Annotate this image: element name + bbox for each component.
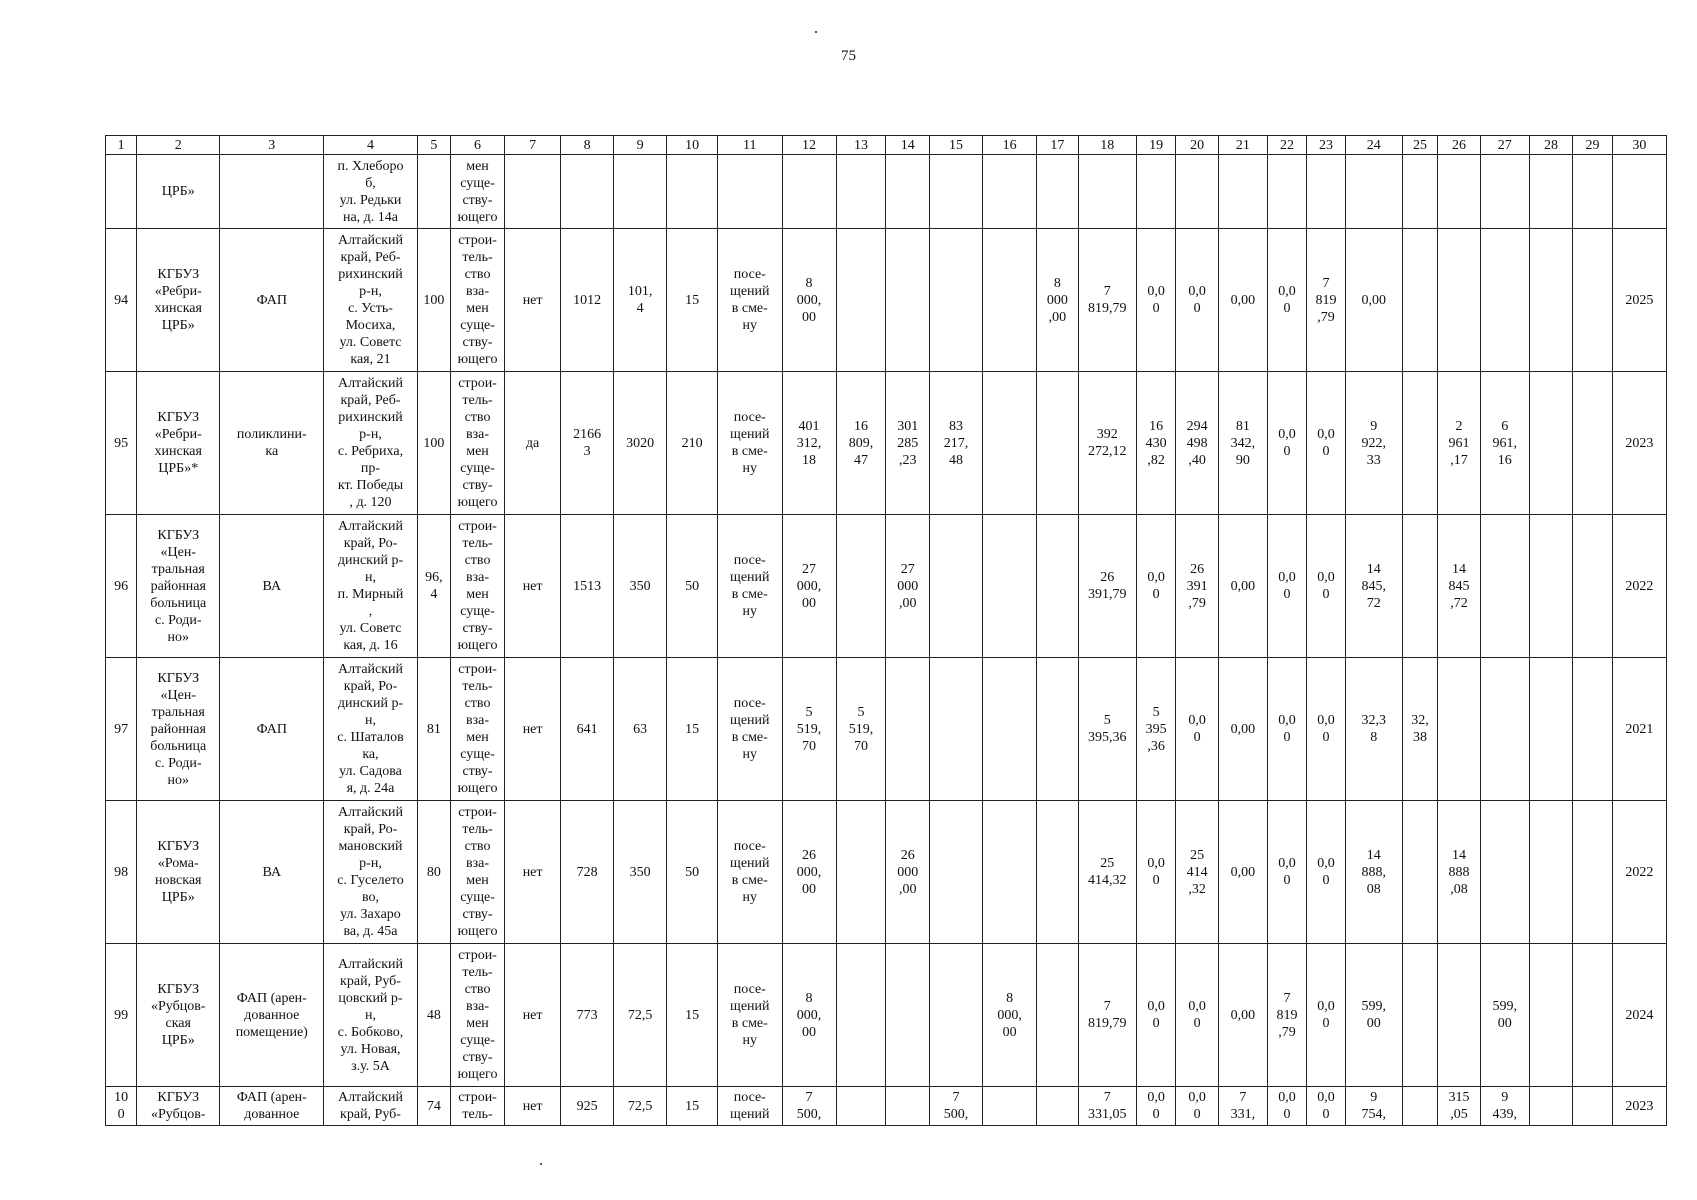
table-cell-col-9: 101, 4 [614, 229, 667, 372]
table-cell-col-20: 26 391 ,79 [1176, 515, 1219, 658]
column-number-cell: 14 [886, 136, 930, 155]
table-cell-col-5: 48 [417, 944, 450, 1087]
column-number-row [106, 136, 1667, 155]
table-cell-col-25 [1402, 1087, 1437, 1126]
table-cell-col-6: строи- тель- ство вза- мен суще- ству- ющего [451, 801, 505, 944]
table-cell-col-11: посе- щений в сме- ну [718, 372, 782, 515]
table-cell-col-15 [930, 229, 983, 372]
table-cell-col-19: 0,0 0 [1136, 515, 1175, 658]
column-number-cell: 1 [106, 136, 137, 155]
table-cell-col-30: 2024 [1612, 944, 1666, 1087]
table-cell-col-14: 26 000 ,00 [886, 801, 930, 944]
table-cell-col-6: строи- тель- ство вза- мен суще- ству- ющего [451, 944, 505, 1087]
column-number-cell: 13 [836, 136, 886, 155]
table-cell-col-1: 97 [106, 658, 137, 801]
table-cell-col-27: 599, 00 [1480, 944, 1529, 1087]
table-cell-col-2: КГБУЗ «Ребри- хинская ЦРБ»* [137, 372, 220, 515]
table-cell-col-4: Алтайский край, Реб- рихинский р-н, с. Усть- Мосиха, ул. Советс кая, 21 [324, 229, 418, 372]
table-cell-col-12: 5 519, 70 [782, 658, 836, 801]
table-cell-col-17: 8 000 ,00 [1037, 229, 1079, 372]
table-cell-col-1: 98 [106, 801, 137, 944]
table-cell-col-16 [983, 229, 1037, 372]
table-cell-col-18: 7 819,79 [1078, 944, 1136, 1087]
table-cell-col-4: Алтайский край, Руб- [324, 1087, 418, 1126]
table-cell-col-30: 2025 [1612, 229, 1666, 372]
table-cell-col-18: 7 331,05 [1078, 1087, 1136, 1126]
column-number-cell: 18 [1078, 136, 1136, 155]
table-cell-col-16 [983, 515, 1037, 658]
table-cell-col-12: 8 000, 00 [782, 944, 836, 1087]
table-cell-col-3: ФАП (арен- дованное [220, 1087, 324, 1126]
table-cell-col-28 [1529, 515, 1573, 658]
table-cell-col-28 [1529, 229, 1573, 372]
table-cell-col-30: 2023 [1612, 372, 1666, 515]
table-cell-col-26 [1438, 944, 1481, 1087]
table-cell-col-23: 7 819 ,79 [1307, 229, 1345, 372]
table-cell-col-30: 2022 [1612, 515, 1666, 658]
table-cell-col-7: нет [505, 658, 561, 801]
table-cell-col-17 [1037, 658, 1079, 801]
table-cell-col-5: 100 [417, 372, 450, 515]
table-cell-col-24: 9 754, [1345, 1087, 1402, 1126]
table-cell-col-27 [1480, 658, 1529, 801]
table-cell-col-21: 0,00 [1218, 944, 1267, 1087]
table-cell-col-26: 14 845 ,72 [1438, 515, 1481, 658]
table-cell-col-4: Алтайский край, Руб- цовский р- н, с. Бобково, ул. Новая, з.у. 5А [324, 944, 418, 1087]
table-cell-col-23: 0,0 0 [1307, 515, 1345, 658]
table-cell-col-4: Алтайский край, Реб- рихинский р-н, с. Ребриха, пр- кт. Победы , д. 120 [324, 372, 418, 515]
table-cell-col-27 [1480, 515, 1529, 658]
table-cell-col-7: да [505, 372, 561, 515]
table-cell-col-11: посе- щений [718, 1087, 782, 1126]
table-cell-col-29 [1573, 515, 1612, 658]
table-cell-col-14 [886, 944, 930, 1087]
table-cell-col-19: 0,0 0 [1136, 801, 1175, 944]
table-row [106, 1087, 1667, 1126]
table-cell-col-22: 0,0 0 [1267, 1087, 1306, 1126]
table-cell-col-7: нет [505, 515, 561, 658]
table-cell-col-28 [1529, 372, 1573, 515]
table-cell-col-1: 94 [106, 229, 137, 372]
table-cell-col-25 [1402, 944, 1437, 1087]
table-cell-col-21: 0,00 [1218, 801, 1267, 944]
table-cell-col-7: нет [505, 801, 561, 944]
table-cell-col-10: 15 [667, 229, 718, 372]
column-number-cell: 5 [417, 136, 450, 155]
table-cell-col-20: 294 498 ,40 [1176, 372, 1219, 515]
table-cell-col-29 [1573, 1087, 1612, 1126]
column-number-cell: 10 [667, 136, 718, 155]
table-cell-col-18: 5 395,36 [1078, 658, 1136, 801]
table-cell-col-24: 32,3 8 [1345, 658, 1402, 801]
table-cell-col-23: 0,0 0 [1307, 944, 1345, 1087]
table-cell-col-20 [1176, 155, 1219, 229]
table-cell-col-8: 2166 3 [561, 372, 614, 515]
table-row [106, 372, 1667, 515]
table-cell-col-5: 100 [417, 229, 450, 372]
table-cell-col-10: 50 [667, 515, 718, 658]
table-cell-col-6: строи- тель- ство вза- мен суще- ству- ющего [451, 658, 505, 801]
table-cell-col-29 [1573, 155, 1612, 229]
table-cell-col-27 [1480, 801, 1529, 944]
table-cell-col-8: 773 [561, 944, 614, 1087]
table-cell-col-3: поликлини- ка [220, 372, 324, 515]
table-cell-col-2: КГБУЗ «Рома- новская ЦРБ» [137, 801, 220, 944]
table-cell-col-29 [1573, 944, 1612, 1087]
table-cell-col-30: 2023 [1612, 1087, 1666, 1126]
table-cell-col-16 [983, 801, 1037, 944]
table-cell-col-19 [1136, 155, 1175, 229]
table-cell-col-8: 641 [561, 658, 614, 801]
table-cell-col-7: нет [505, 229, 561, 372]
table-cell-col-9: 72,5 [614, 944, 667, 1087]
table-cell-col-13: 16 809, 47 [836, 372, 886, 515]
table-cell-col-11 [718, 155, 782, 229]
table-cell-col-26 [1438, 658, 1481, 801]
table-cell-col-15: 83 217, 48 [930, 372, 983, 515]
table-cell-col-16 [983, 372, 1037, 515]
table-cell-col-27: 6 961, 16 [1480, 372, 1529, 515]
column-number-cell: 22 [1267, 136, 1306, 155]
table-cell-col-14 [886, 155, 930, 229]
table-cell-col-25 [1402, 229, 1437, 372]
table-cell-col-23 [1307, 155, 1345, 229]
table-cell-col-14: 301 285 ,23 [886, 372, 930, 515]
table-cell-col-2: КГБУЗ «Ребри- хинская ЦРБ» [137, 229, 220, 372]
table-cell-col-6: строи- тель- ство вза- мен суще- ству- ющего [451, 515, 505, 658]
table-cell-col-29 [1573, 372, 1612, 515]
table-cell-col-6: строи- тель- [451, 1087, 505, 1126]
column-number-cell: 16 [983, 136, 1037, 155]
table-cell-col-9: 63 [614, 658, 667, 801]
table-cell-col-14 [886, 1087, 930, 1126]
table-cell-col-17 [1037, 801, 1079, 944]
table-cell-col-4: Алтайский край, Ро- динский р- н, п. Мирный , ул. Советс кая, д. 16 [324, 515, 418, 658]
table-cell-col-8 [561, 155, 614, 229]
table-cell-col-15 [930, 801, 983, 944]
table-cell-col-3: ФАП [220, 658, 324, 801]
table-cell-col-25 [1402, 372, 1437, 515]
table-cell-col-20: 0,0 0 [1176, 1087, 1219, 1126]
column-number-cell: 21 [1218, 136, 1267, 155]
table-cell-col-27 [1480, 229, 1529, 372]
table-cell-col-11: посе- щений в сме- ну [718, 515, 782, 658]
table-cell-col-8: 925 [561, 1087, 614, 1126]
table-cell-col-9 [614, 155, 667, 229]
table-cell-col-1: 96 [106, 515, 137, 658]
table-cell-col-5: 81 [417, 658, 450, 801]
table-cell-col-28 [1529, 155, 1573, 229]
table-cell-col-19: 16 430 ,82 [1136, 372, 1175, 515]
table-cell-col-14: 27 000 ,00 [886, 515, 930, 658]
table-row [106, 229, 1667, 372]
table-row [106, 515, 1667, 658]
table-cell-col-15: 7 500, [930, 1087, 983, 1126]
table-cell-col-15 [930, 944, 983, 1087]
table-cell-col-4: Алтайский край, Ро- динский р- н, с. Шаталов ка, ул. Садова я, д. 24а [324, 658, 418, 801]
table-cell-col-24: 9 922, 33 [1345, 372, 1402, 515]
table-cell-col-23: 0,0 0 [1307, 658, 1345, 801]
column-number-cell: 27 [1480, 136, 1529, 155]
table-cell-col-8: 728 [561, 801, 614, 944]
table-cell-col-10 [667, 155, 718, 229]
table-cell-col-13 [836, 155, 886, 229]
table-cell-col-3: ФАП [220, 229, 324, 372]
table-cell-col-22: 0,0 0 [1267, 229, 1306, 372]
table-cell-col-10: 15 [667, 1087, 718, 1126]
table-cell-col-8: 1513 [561, 515, 614, 658]
table-cell-col-9: 350 [614, 801, 667, 944]
table-cell-col-4: п. Хлеборо б, ул. Редьки на, д. 14а [324, 155, 418, 229]
table-cell-col-14 [886, 229, 930, 372]
table-cell-col-5: 74 [417, 1087, 450, 1126]
table-cell-col-22: 0,0 0 [1267, 515, 1306, 658]
table-cell-col-5 [417, 155, 450, 229]
table-cell-col-18: 392 272,12 [1078, 372, 1136, 515]
table-cell-col-1: 10 0 [106, 1087, 137, 1126]
table-cell-col-26 [1438, 155, 1481, 229]
table-cell-col-29 [1573, 229, 1612, 372]
table-cell-col-16 [983, 155, 1037, 229]
table-row [106, 658, 1667, 801]
column-number-cell: 7 [505, 136, 561, 155]
table-cell-col-10: 15 [667, 944, 718, 1087]
table-cell-col-3: ВА [220, 515, 324, 658]
table-cell-col-13 [836, 801, 886, 944]
table-cell-col-11: посе- щений в сме- ну [718, 229, 782, 372]
column-number-cell: 19 [1136, 136, 1175, 155]
table-cell-col-28 [1529, 801, 1573, 944]
table-cell-col-1: 95 [106, 372, 137, 515]
table-cell-col-23: 0,0 0 [1307, 372, 1345, 515]
table-cell-col-16: 8 000, 00 [983, 944, 1037, 1087]
table-cell-col-24: 14 888, 08 [1345, 801, 1402, 944]
table-cell-col-13 [836, 944, 886, 1087]
column-number-cell: 25 [1402, 136, 1437, 155]
table-cell-col-21: 7 331, [1218, 1087, 1267, 1126]
table-cell-col-18: 26 391,79 [1078, 515, 1136, 658]
table-cell-col-2: КГБУЗ «Рубцов- [137, 1087, 220, 1126]
table-cell-col-24: 599, 00 [1345, 944, 1402, 1087]
table-cell-col-13: 5 519, 70 [836, 658, 886, 801]
table-cell-col-11: посе- щений в сме- ну [718, 801, 782, 944]
table-cell-col-21: 81 342, 90 [1218, 372, 1267, 515]
table-cell-col-7: нет [505, 944, 561, 1087]
table-cell-col-16 [983, 1087, 1037, 1126]
table-cell-col-1 [106, 155, 137, 229]
table-cell-col-15 [930, 658, 983, 801]
table-cell-col-19: 0,0 0 [1136, 1087, 1175, 1126]
table-cell-col-15 [930, 155, 983, 229]
table-cell-col-12: 7 500, [782, 1087, 836, 1126]
table-row [106, 801, 1667, 944]
table-cell-col-13 [836, 1087, 886, 1126]
table-cell-col-24: 14 845, 72 [1345, 515, 1402, 658]
table-cell-col-16 [983, 658, 1037, 801]
column-number-cell: 26 [1438, 136, 1481, 155]
table-cell-col-26: 14 888 ,08 [1438, 801, 1481, 944]
table-cell-col-27 [1480, 155, 1529, 229]
table-cell-col-20: 0,0 0 [1176, 229, 1219, 372]
column-number-cell: 6 [451, 136, 505, 155]
table-cell-col-3: ВА [220, 801, 324, 944]
table-cell-col-25 [1402, 515, 1437, 658]
table-cell-col-21: 0,00 [1218, 229, 1267, 372]
table-cell-col-26: 315 ,05 [1438, 1087, 1481, 1126]
table-cell-col-9: 350 [614, 515, 667, 658]
table-cell-col-6: строи- тель- ство вза- мен суще- ству- ющего [451, 229, 505, 372]
table-cell-col-18: 25 414,32 [1078, 801, 1136, 944]
column-number-cell: 4 [324, 136, 418, 155]
table-cell-col-23: 0,0 0 [1307, 801, 1345, 944]
table-cell-col-22: 7 819 ,79 [1267, 944, 1306, 1087]
table-cell-col-21: 0,00 [1218, 658, 1267, 801]
table-cell-col-17 [1037, 1087, 1079, 1126]
table-cell-col-7 [505, 155, 561, 229]
table-cell-col-28 [1529, 944, 1573, 1087]
table-cell-col-28 [1529, 658, 1573, 801]
table-cell-col-30: 2022 [1612, 801, 1666, 944]
table-cell-col-17 [1037, 155, 1079, 229]
table-cell-col-5: 96, 4 [417, 515, 450, 658]
table-cell-col-10: 15 [667, 658, 718, 801]
table-cell-col-8: 1012 [561, 229, 614, 372]
table-cell-col-5: 80 [417, 801, 450, 944]
table-cell-col-15 [930, 515, 983, 658]
table-cell-col-13 [836, 229, 886, 372]
scan-speck [815, 31, 817, 33]
table-cell-col-30: 2021 [1612, 658, 1666, 801]
table-cell-col-9: 3020 [614, 372, 667, 515]
table-cell-col-17 [1037, 372, 1079, 515]
table-cell-col-2: ЦРБ» [137, 155, 220, 229]
column-number-cell: 9 [614, 136, 667, 155]
table-cell-col-6: мен суще- ству- ющего [451, 155, 505, 229]
table-cell-col-22 [1267, 155, 1306, 229]
table-cell-col-9: 72,5 [614, 1087, 667, 1126]
table-cell-col-30 [1612, 155, 1666, 229]
table-cell-col-29 [1573, 658, 1612, 801]
table-cell-col-19: 0,0 0 [1136, 229, 1175, 372]
table-cell-col-19: 5 395 ,36 [1136, 658, 1175, 801]
column-number-cell: 28 [1529, 136, 1573, 155]
table-cell-col-7: нет [505, 1087, 561, 1126]
table-cell-col-18 [1078, 155, 1136, 229]
table-cell-col-21 [1218, 155, 1267, 229]
table-cell-col-2: КГБУЗ «Цен- тральная районная больница с. Роди- но» [137, 658, 220, 801]
table-cell-col-2: КГБУЗ «Рубцов- ская ЦРБ» [137, 944, 220, 1087]
table-cell-col-27: 9 439, [1480, 1087, 1529, 1126]
table-cell-col-24: 0,00 [1345, 229, 1402, 372]
table-cell-col-3: ФАП (арен- дованное помещение) [220, 944, 324, 1087]
table-cell-col-17 [1037, 944, 1079, 1087]
table-cell-col-22: 0,0 0 [1267, 801, 1306, 944]
table-cell-col-10: 50 [667, 801, 718, 944]
column-number-cell: 20 [1176, 136, 1219, 155]
register-table [105, 135, 1667, 1126]
table-cell-col-14 [886, 658, 930, 801]
table-cell-col-11: посе- щений в сме- ну [718, 658, 782, 801]
table-cell-col-12: 8 000, 00 [782, 229, 836, 372]
table-cell-col-24 [1345, 155, 1402, 229]
column-number-cell: 24 [1345, 136, 1402, 155]
column-number-cell: 29 [1573, 136, 1612, 155]
column-number-cell: 17 [1037, 136, 1079, 155]
table-cell-col-29 [1573, 801, 1612, 944]
table-row [106, 155, 1667, 229]
table-cell-col-25: 32, 38 [1402, 658, 1437, 801]
table-cell-col-2: КГБУЗ «Цен- тральная районная больница с. Роди- но» [137, 515, 220, 658]
table-cell-col-25 [1402, 155, 1437, 229]
table-cell-col-28 [1529, 1087, 1573, 1126]
table-cell-col-26 [1438, 229, 1481, 372]
table-cell-col-11: посе- щений в сме- ну [718, 944, 782, 1087]
table-body [106, 155, 1667, 1126]
table-cell-col-18: 7 819,79 [1078, 229, 1136, 372]
table-cell-col-12: 27 000, 00 [782, 515, 836, 658]
page-number: 75 [841, 48, 856, 64]
table-cell-col-23: 0,0 0 [1307, 1087, 1345, 1126]
table-cell-col-6: строи- тель- ство вза- мен суще- ству- ющего [451, 372, 505, 515]
table-cell-col-4: Алтайский край, Ро- мановский р-н, с. Гуселето во, ул. Захаро ва, д. 45а [324, 801, 418, 944]
column-number-cell: 30 [1612, 136, 1666, 155]
table-cell-col-19: 0,0 0 [1136, 944, 1175, 1087]
column-number-cell: 8 [561, 136, 614, 155]
column-number-cell: 15 [930, 136, 983, 155]
column-number-cell: 12 [782, 136, 836, 155]
column-number-cell: 2 [137, 136, 220, 155]
table-cell-col-20: 0,0 0 [1176, 944, 1219, 1087]
table-cell-col-26: 2 961 ,17 [1438, 372, 1481, 515]
table-cell-col-10: 210 [667, 372, 718, 515]
table-cell-col-13 [836, 515, 886, 658]
table-cell-col-3 [220, 155, 324, 229]
table-cell-col-1: 99 [106, 944, 137, 1087]
column-number-cell: 23 [1307, 136, 1345, 155]
table-cell-col-22: 0,0 0 [1267, 658, 1306, 801]
table-cell-col-21: 0,00 [1218, 515, 1267, 658]
column-number-cell: 3 [220, 136, 324, 155]
table-cell-col-12: 401 312, 18 [782, 372, 836, 515]
table-cell-col-22: 0,0 0 [1267, 372, 1306, 515]
table-row [106, 944, 1667, 1087]
table-cell-col-20: 25 414 ,32 [1176, 801, 1219, 944]
column-number-cell: 11 [718, 136, 782, 155]
table-cell-col-20: 0,0 0 [1176, 658, 1219, 801]
table-cell-col-25 [1402, 801, 1437, 944]
table-cell-col-12 [782, 155, 836, 229]
scan-speck [540, 1163, 542, 1165]
table-cell-col-12: 26 000, 00 [782, 801, 836, 944]
table-cell-col-17 [1037, 515, 1079, 658]
